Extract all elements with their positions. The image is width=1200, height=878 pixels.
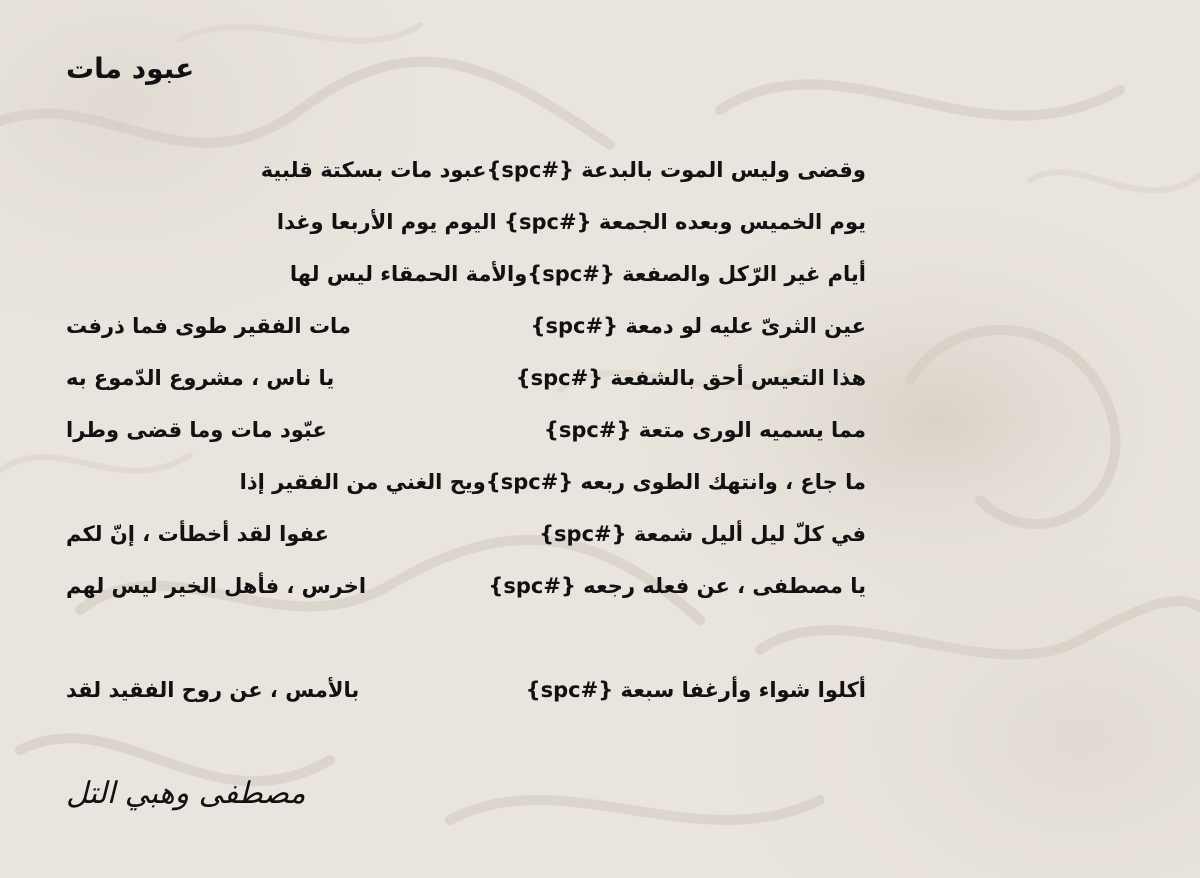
poem-line-right: مما يسميه الورى متعة {#spc}: [543, 418, 866, 442]
poem-line-1: [66, 158, 866, 188]
poem-line-6: [66, 418, 866, 448]
poem-line-text: أيام غير الرّكل والصفعة {#spc}والأمة الحمقاء ليس لها: [289, 262, 866, 286]
poet-signature: مصطفى وهبي التل: [66, 776, 306, 811]
poem-line-left: يا ناس ، مشروع الدّموع به: [66, 366, 335, 390]
poem-line-right: هذا التعيس أحق بالشفعة {#spc}: [515, 366, 866, 390]
poem-line-right: يا مصطفى ، عن فعله رجعه {#spc}: [488, 574, 866, 598]
poem-line-left: بالأمس ، عن روح الفقيد لقد: [66, 678, 360, 702]
poem-line-4: [66, 314, 866, 344]
poem-line-left: مات الفقير طوى فما ذرفت: [66, 314, 351, 338]
poem-line-3: [66, 262, 866, 292]
poem-line-right: في كلّ ليل أليل شمعة {#spc}: [539, 522, 866, 546]
poem-line-left: عفوا لقد أخطأت ، إنّ لكم: [66, 522, 329, 546]
poem-line-5: [66, 366, 866, 396]
poem-line-left: عبّود مات وما قضى وطرا: [66, 418, 327, 442]
poem-title: عبود مات: [66, 52, 195, 85]
poem-line-left: اخرس ، فأهل الخير ليس لهم: [66, 574, 367, 598]
poem-line-text: يوم الخميس وبعده الجمعة {#spc} اليوم يوم الأربعا وغدا: [276, 210, 866, 234]
poem-line-2: [66, 210, 866, 240]
poem-line-7: [66, 470, 866, 500]
poem-line-right: أكلوا شواء وأرغفا سبعة {#spc}: [525, 678, 866, 702]
poem-line-10: [66, 678, 866, 708]
poem-line-text: ما جاع ، وانتهك الطوى ربعه {#spc}ويح الغني من الفقير إذا: [239, 470, 866, 494]
poem-line-9: [66, 574, 866, 604]
poem-line-text: وقضى وليس الموت بالبدعة {#spc}عبود مات بسكتة قلبية: [260, 158, 866, 182]
poem-line-8: [66, 522, 866, 552]
poem-line-right: عين الثرىّ عليه لو دمعة {#spc}: [530, 314, 866, 338]
